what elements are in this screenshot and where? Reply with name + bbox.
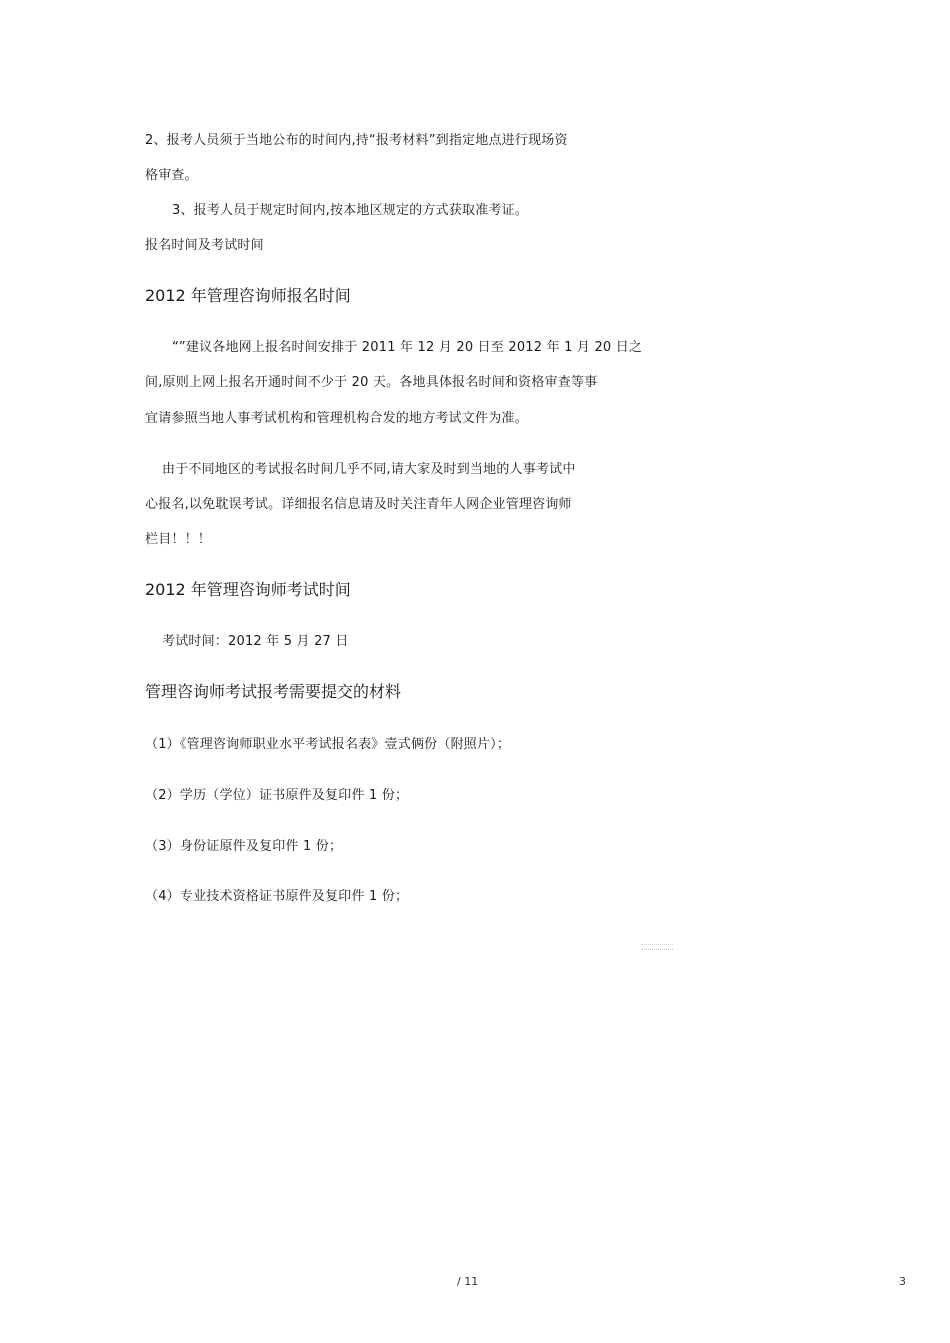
paragraph-schedule-label: 报名时间及考试时间: [145, 238, 264, 253]
material-item-4: （4）专业技术资格证书原件及复印件 1 份；: [145, 889, 409, 904]
registration-line-3: 宜请参照当地人事考试机构和管理机构合发的地方考试文件为准。: [145, 411, 528, 426]
decorative-dotted-mark: [641, 944, 673, 950]
registration-note-line-1: 由于不同地区的考试报名时间几乎不同,请大家及时到当地的人事考试中: [162, 462, 576, 477]
paragraph-requirement-2: 2、报考人员须于当地公布的时间内,持“报考材料”到指定地点进行现场资: [145, 133, 568, 148]
registration-line-2: 间,原则上网上报名开通时间不少于 20 天。各地具体报名时间和资格审查等事: [145, 375, 598, 390]
exam-date-line: 考试时间：2012 年 5 月 27 日: [162, 634, 349, 649]
registration-line-1: “”建议各地网上报名时间安排于 2011 年 12 月 20 日至 2012 年 1 月 20 日之: [172, 340, 643, 355]
heading-registration-time: 2012 年管理咨询师报名时间: [145, 286, 351, 305]
registration-note-line-3: 栏目！！！: [145, 532, 212, 547]
material-item-2: （2）学历（学位）证书原件及复印件 1 份；: [145, 788, 409, 803]
page-total: / 11: [457, 1275, 479, 1288]
material-item-1: （1）《管理咨询师职业水平考试报名表》壹式俩份（附照片）；: [145, 737, 511, 752]
heading-exam-time: 2012 年管理咨询师考试时间: [145, 580, 351, 599]
paragraph-requirement-2-cont: 格审查。: [145, 168, 198, 183]
registration-note-line-2: 心报名,以免耽误考试。详细报名信息请及时关注青年人网企业管理咨询师: [145, 497, 572, 512]
page-number: 3: [899, 1275, 906, 1288]
material-item-3: （3）身份证原件及复印件 1 份；: [145, 839, 343, 854]
paragraph-requirement-3: 3、报考人员于规定时间内,按本地区规定的方式获取准考证。: [172, 203, 529, 218]
heading-materials: 管理咨询师考试报考需要提交的材料: [145, 682, 402, 701]
